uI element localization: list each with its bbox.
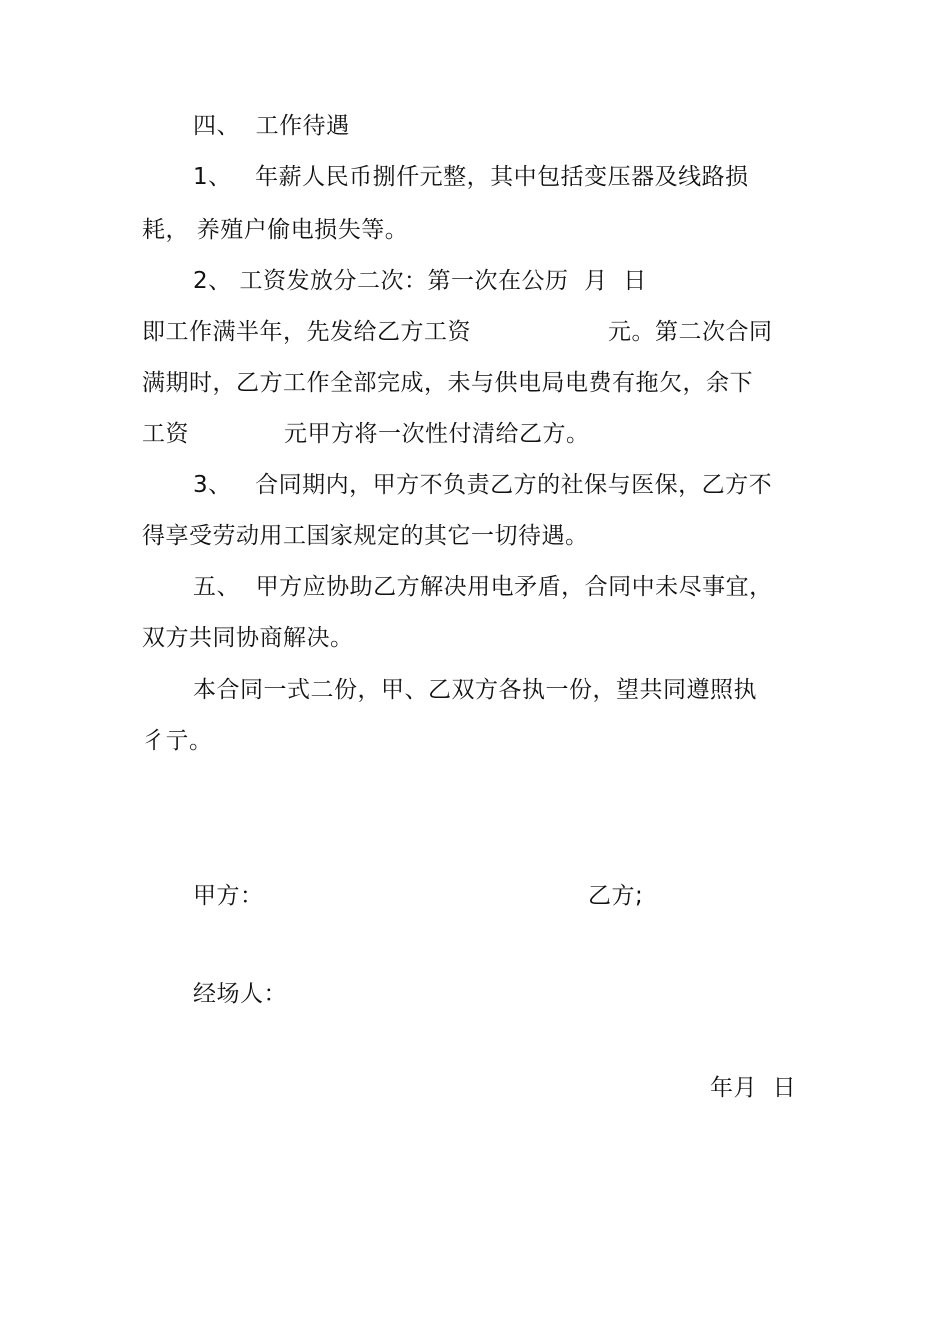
item-2-line-2b: 元。第二次合同 <box>608 319 773 345</box>
item-2-line-2a: 即工作满半年，先发给乙方工资 <box>142 319 471 345</box>
item-2-line-1: 2、 工资发放分二次：第一次在公历 月 日 <box>193 268 647 294</box>
section-5-line-1: 五、 甲方应协助乙方解决用电矛盾，合同中未尽事宜， <box>193 574 773 600</box>
item-2-line-4a: 工资 <box>142 421 189 447</box>
party-b-label: 乙方; <box>588 883 644 909</box>
item-3-line-1: 3、 合同期内，甲方不负责乙方的社保与医保，乙方不 <box>193 472 773 498</box>
item-2-line-4b: 元甲方将一次性付清给乙方。 <box>284 421 590 447</box>
agent-label: 经场人： <box>193 981 287 1007</box>
item-1-line-1: 1、 年薪人民币捌仟元整，其中包括变压器及线路损 <box>193 164 749 190</box>
closing-line-1: 本合同一式二份，甲、乙双方各执一份，望共同遵照执 <box>193 677 757 703</box>
item-3-line-2: 得享受劳动用工国家规定的其它一切待遇。 <box>142 523 589 549</box>
item-1-line-2: 耗， 养殖户偷电损失等。 <box>142 217 409 243</box>
section-5-line-2: 双方共同协商解决。 <box>142 625 354 651</box>
section-4-heading: 四、 工作待遇 <box>193 113 350 139</box>
item-2-line-3: 满期时，乙方工作全部完成，未与供电局电费有拖欠，余下 <box>142 370 753 396</box>
closing-line-2: 彳亍。 <box>142 728 213 754</box>
party-a-label: 甲方： <box>193 883 264 909</box>
signing-date: 年月 日 <box>710 1075 797 1101</box>
